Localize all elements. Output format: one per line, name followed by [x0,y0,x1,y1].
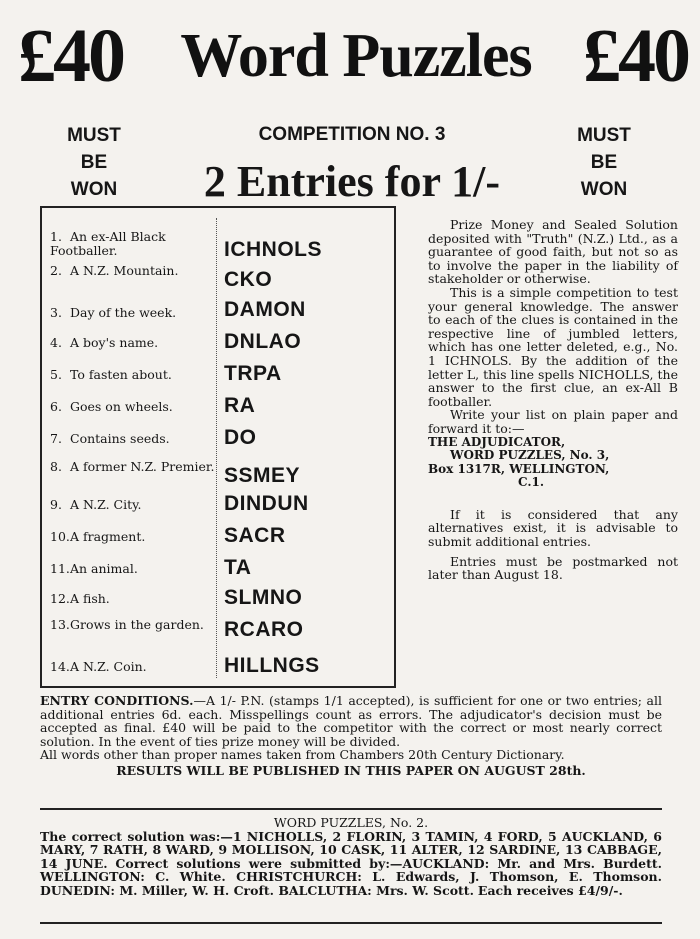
clue-number: 3. [50,305,62,320]
column-divider [216,218,217,678]
entry-conditions [40,694,662,778]
clue-number: 1. [50,229,62,244]
postmark-paragraph: Entries must be postmarked not later than August 18. [428,553,678,583]
must-be-won-left: MUST BE WON [67,125,121,200]
clue-number: 11. [50,561,70,576]
clue-text: A fish. [70,591,110,606]
entries-price: 2 Entries for 1/- [203,157,501,206]
clue-number: 12. [50,591,70,606]
clue-number: 6. [50,399,62,414]
clue-letters: SACR [224,524,286,547]
clue-number: 5. [50,367,62,382]
clue-text: A boy's name. [70,335,159,350]
clue-text: An animal. [70,561,138,576]
address-block: THE ADJUDICATOR, WORD PUZZLES, No. 3, Box 1317R, WELLINGTON, C.1. [428,434,610,490]
clue-text: A N.Z. Mountain. [70,263,179,278]
clue-number: 13. [50,617,70,632]
alternatives-paragraph: If it is considered that any alternatives exist, it is advisable to submit additional entries. [428,506,678,550]
clue-letters: CKO [224,268,273,291]
clue-number: 8. [50,459,62,474]
clue-text: An ex-All Black Footballer. [50,229,166,258]
winners-intro: Correct solutions were submitted by:— [115,855,403,871]
clue-letters: HILLNGS [224,654,320,677]
rules-column [428,218,678,582]
clue-letters: SSMEY [224,464,301,487]
clue-letters: SLMNO [224,586,303,609]
conditions-label: ENTRY CONDITIONS. [40,693,194,708]
clue-text: Day of the week. [70,305,177,320]
clue-text: To fasten about. [70,367,172,382]
clue-letters: DNLAO [224,330,302,353]
clue-text: A former N.Z. Premier. [70,459,215,474]
clue-number: 2. [50,263,62,278]
clue-number: 10. [50,529,70,544]
competition-number: COMPETITION NO. 3 [258,124,446,145]
clue-letters: TA [224,556,252,579]
winners-list: AUCKLAND: Mr. and Mrs. Burdett. WELLINGTON: C. White. CHRISTCHURCH: L. Edwards, J. Thomson, E. Thomson. DUNEDIN: M. Miller, W. H. Croft. BALCLUTHA: Mrs. W. Scott. [40,855,662,898]
prize-money-paragraph: Prize Money and Sealed Solution deposited with "Truth" (N.Z.) Ltd., as a guarantee of good faith, but not so as to involve the paper in the liability of stakeholder or otherwise. [428,217,678,287]
clue-letters: RCARO [224,618,304,641]
clue-letters: DAMON [224,298,306,321]
bottom-rule [40,922,662,924]
headline [12,10,688,102]
prize-share: Each receives £4/9/-. [477,882,623,898]
clue-number: 4. [50,335,62,350]
previous-results [40,816,662,898]
clue-letters: TRPA [224,362,282,385]
must-be-won-right: MUST BE WON [577,125,631,200]
dictionary-note: All words other than proper names taken from Chambers 20th Century Dictionary. [40,747,565,763]
clue-box [40,206,396,688]
clue-number: 14. [50,659,70,674]
clue-text: Goes on wheels. [70,399,173,414]
clue-text: Contains seeds. [70,431,170,446]
clue-letters: ICHNOLS [224,238,322,261]
clue-text: A fragment. [70,529,146,544]
clue-text: A N.Z. City. [70,497,142,512]
clue-text: Grows in the garden. [70,617,204,632]
clue-letters: DO [224,426,257,449]
how-to-play-paragraph: This is a simple competition to test your general knowledge. The answer to each of the clues is contained in the respective line of jumbled letters, which has one letter deleted, e.g., No. 1 ICHNOLS. By the addition of the letter L, this line spells NICHOLLS, the answer to the first clue, an ex-All B footballer. [428,284,678,409]
prize-left: £40 [18,14,123,98]
divider [40,808,662,810]
headline-title: Word Puzzles [180,22,532,90]
write-list-paragraph: Write your list on plain paper and forward it to:— [428,407,678,436]
clue-letters: DINDUN [224,492,309,515]
clue-letters: RA [224,394,256,417]
solution-list: 1 NICHOLLS, 2 FLORIN, 3 TAMIN, 4 FORD, 5 AUCKLAND, 6 MARY, 7 RATH, 8 WARD, 9 MOLLISON, 10 CASK, 11 ALTER, 12 SARDINE, 13 CABBAGE, 14 JUNE. [40,828,662,871]
previous-title: WORD PUZZLES, No. 2. [273,815,429,830]
advertisement [12,10,688,929]
clue-text: A N.Z. Coin. [70,659,147,674]
clue-number: 7. [50,431,62,446]
results-notice: RESULTS WILL BE PUBLISHED IN THIS PAPER ON AUGUST 28th. [116,762,586,778]
conditions-text: —A 1/- P.N. (stamps 1/1 accepted), is sufficient for one or two entries; all additional entries 6d. each. Misspellings count as errors. The adjudicator's decision must be accepted as final. £40 will be paid to the competitor with the correct or most nearly correct solution. In the event of ties prize money will be divided. [40,693,662,749]
solution-intro: The correct solution was:— [40,828,233,844]
prize-right: £40 [583,14,688,98]
clue-number: 9. [50,497,62,512]
